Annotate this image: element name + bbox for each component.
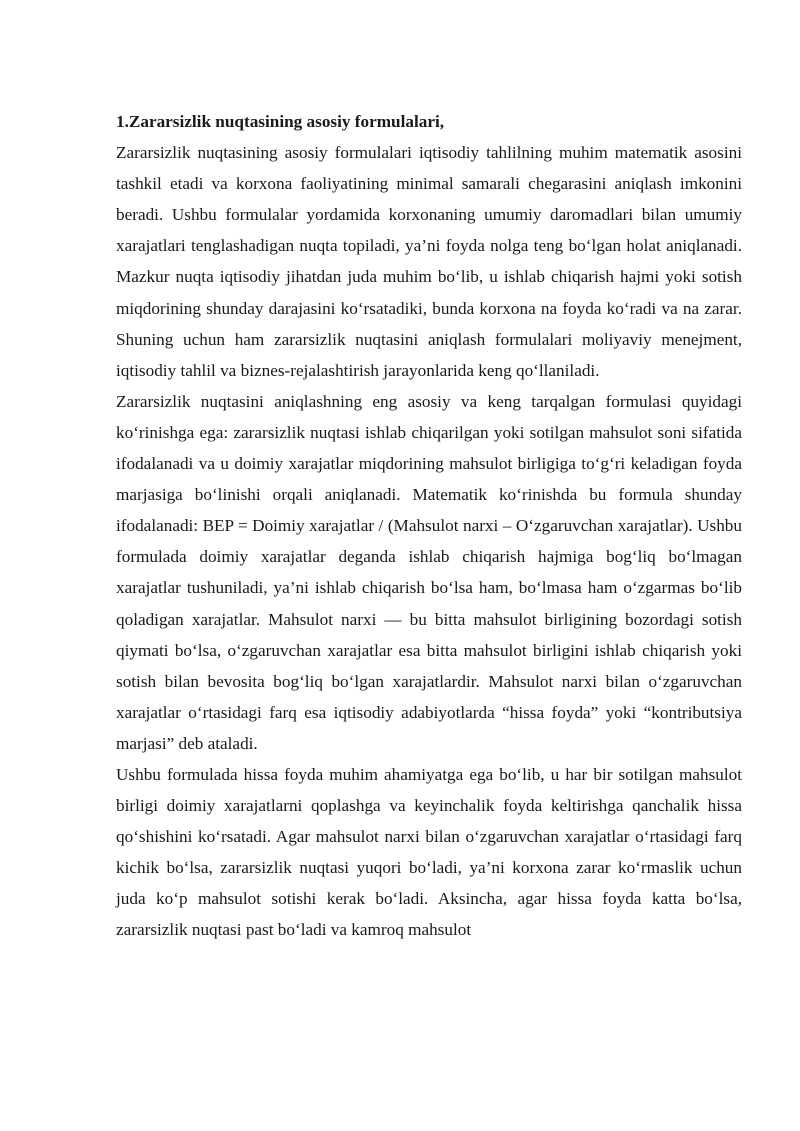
paragraph-2: Zararsizlik nuqtasini aniqlashning eng asosiy va keng tarqalgan formulasi quyidagi ko‘rinishga ega: zararsizlik nuqtasi ishlab chiqarilgan yoki sotilgan mahsulot soni sifatida ifodalanadi va u doimiy xarajatlar miqdorining mahsulot birligiga to‘g‘ri keladigan foyda marjasiga bo‘linishi orqali aniqlanadi. Matematik ko‘rinishda bu formula shunday ifodalanadi: BEP = Doimiy xarajatlar / (Mahsulot narxi – O‘zgaruvchan xarajatlar). Ushbu formulada doimiy xarajatlar deganda ishlab chiqarish hajmiga bog‘liq bo‘lmagan xarajatlar tushuniladi, ya’ni ishlab chiqarish bo‘lsa ham, bo‘lmasa ham o‘zgarmas bo‘lib qoladigan xarajatlar. Mahsulot narxi — bu bitta mahsulot birligining bozordagi sotish qiymati bo‘lsa, o‘zgaruvchan xarajatlar esa bitta mahsulot birligini ishlab chiqarish yoki sotish bilan bevosita bog‘liq bo‘lgan xarajatlardir. Mahsulot narxi bilan o‘zgaruvchan xarajatlar o‘rtasidagi farq esa iqtisodiy adabiyotlarda “hissa foyda” yoki “kontributsiya marjasi” deb ataladi. xyxy=(116,391,742,753)
paragraph-3: Ushbu formulada hissa foyda muhim ahamiyatga ega bo‘lib, u har bir sotilgan mahsulot birligi doimiy xarajatlarni qoplashga va keyinchalik foyda keltirishga qanchalik hissa qo‘shishini ko‘rsatadi. Agar mahsulot narxi bilan o‘zgaruvchan xarajatlar o‘rtasidagi farq kichik bo‘lsa, zararsizlik nuqtasi yuqori bo‘ladi, ya’ni korxona zarar ko‘rmaslik uchun juda ko‘p mahsulot sotishi kerak bo‘ladi. Aksincha, agar hissa foyda katta bo‘lsa, zararsizlik nuqtasi past bo‘ladi va kamroq mahsulot xyxy=(116,764,742,940)
paragraph-1: Zararsizlik nuqtasining asosiy formulalari iqtisodiy tahlilning muhim matematik asosini tashkil etadi va korxona faoliyatining minimal samarali chegarasini aniqlash imkonini beradi. Ushbu formulalar yordamida korxonaning umumiy daromadlari bilan umumiy xarajatlari tenglashadigan nuqta topiladi, ya’ni foyda nolga teng bo‘lgan holat aniqlanadi. Mazkur nuqta iqtisodiy jihatdan juda muhim bo‘lib, u ishlab chiqarish hajmi yoki sotish miqdorining shunday darajasini ko‘rsatadiki, bunda korxona na foyda ko‘radi va na zarar. Shuning uchun ham zararsizlik nuqtasini aniqlash formulalari moliyaviy menejment, iqtisodiy tahlil va biznes-rejalashtirish jarayonlarida keng qo‘llaniladi. xyxy=(116,143,742,380)
document-body xyxy=(116,106,742,946)
section-heading: 1.Zararsizlik nuqtasining asosiy formulalari, xyxy=(116,112,445,131)
